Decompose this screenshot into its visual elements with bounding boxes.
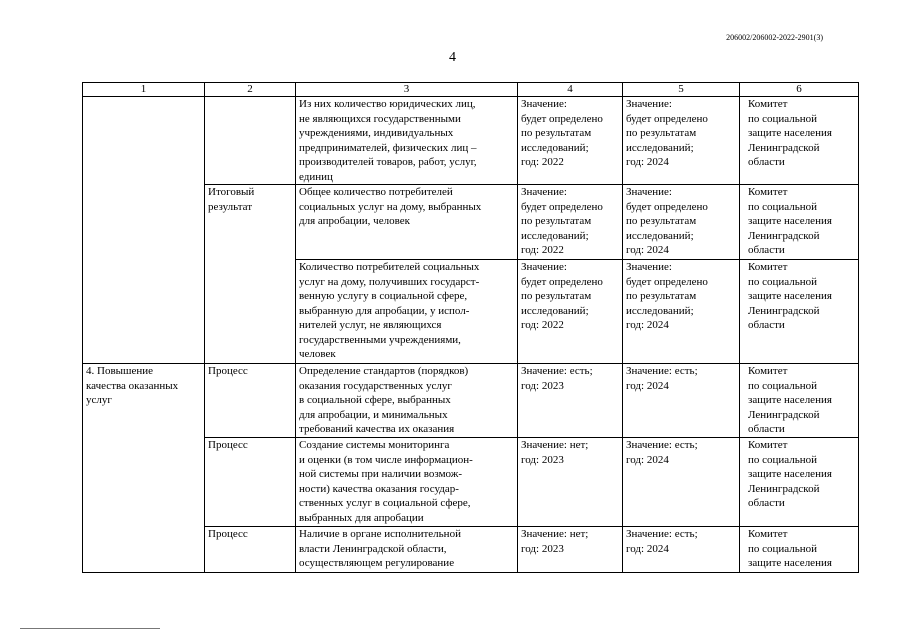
page-number: 4 xyxy=(449,50,456,65)
column-header: 5 xyxy=(623,83,740,97)
value-2022-cell: Значение: будет определено по результатам исследований; год: 2022 xyxy=(518,185,623,260)
value-2022-cell: Значение: будет определено по результатам исследований; год: 2022 xyxy=(518,260,623,364)
indicator-cell: Из них количество юридических лиц, не являющихся государственными учреждениями, индивидуальных предпринимателей, физических лиц – производителей товаров, работ, услуг, единиц xyxy=(296,97,518,185)
document-id: 206002/206002-2022-2901(3) xyxy=(726,33,823,42)
column-header: 4 xyxy=(518,83,623,97)
column-header: 1 xyxy=(83,83,205,97)
indicator-cell: Определение стандартов (порядков) оказания государственных услуг в социальной сфере, выбранных для апробации, и минимальных требований качества их оказания xyxy=(296,364,518,438)
value-2023-cell: Значение: нет; год: 2023 xyxy=(518,527,623,573)
table-header-row xyxy=(83,83,859,97)
task-cell xyxy=(83,97,205,364)
responsible-cell: Комитет по социальной защите населения Ленинградской области xyxy=(740,438,859,527)
results-table xyxy=(82,82,859,573)
responsible-cell: Комитет по социальной защите населения Ленинградской области xyxy=(740,364,859,438)
task-cell: 4. Повышение качества оказанных услуг xyxy=(83,364,205,573)
indicator-cell: Наличие в органе исполнительной власти Ленинградской области, осуществляющем регулирование xyxy=(296,527,518,573)
footnote-divider xyxy=(20,628,160,629)
value-2024-cell: Значение: есть; год: 2024 xyxy=(623,364,740,438)
result-type-cell: Процесс xyxy=(205,364,296,438)
table-row xyxy=(83,364,859,438)
result-type-cell xyxy=(205,97,296,185)
indicator-cell: Количество потребителей социальных услуг на дому, получивших государст- венную услугу в социальной сфере, выбранную для апробации, у испол- нителей услуг, не являющихся государственными учреждениями, человек xyxy=(296,260,518,364)
column-header: 2 xyxy=(205,83,296,97)
table-row xyxy=(83,97,859,185)
indicator-cell: Общее количество потребителей социальных услуг на дому, выбранных для апробации, человек xyxy=(296,185,518,260)
value-2023-cell: Значение: нет; год: 2023 xyxy=(518,438,623,527)
column-header: 3 xyxy=(296,83,518,97)
result-type-cell: Процесс xyxy=(205,527,296,573)
value-2024-cell: Значение: будет определено по результатам исследований; год: 2024 xyxy=(623,97,740,185)
value-2024-cell: Значение: будет определено по результатам исследований; год: 2024 xyxy=(623,185,740,260)
value-2024-cell: Значение: есть; год: 2024 xyxy=(623,527,740,573)
column-header: 6 xyxy=(740,83,859,97)
value-2023-cell: Значение: есть; год: 2023 xyxy=(518,364,623,438)
result-type-cell: Итоговый результат xyxy=(205,185,296,364)
responsible-cell: Комитет по социальной защите населения Ленинградской области xyxy=(740,260,859,364)
value-2024-cell: Значение: есть; год: 2024 xyxy=(623,438,740,527)
value-2024-cell: Значение: будет определено по результатам исследований; год: 2024 xyxy=(623,260,740,364)
responsible-cell: Комитет по социальной защите населения Ленинградской области xyxy=(740,97,859,185)
responsible-cell: Комитет по социальной защите населения xyxy=(740,527,859,573)
value-2022-cell: Значение: будет определено по результатам исследований; год: 2022 xyxy=(518,97,623,185)
result-type-cell: Процесс xyxy=(205,438,296,527)
indicator-cell: Создание системы мониторинга и оценки (в том числе информацион- ной системы при наличии возмож- ности) качества оказания государ- ственных услуг в социальной сфере, выбранных для апробации xyxy=(296,438,518,527)
responsible-cell: Комитет по социальной защите населения Ленинградской области xyxy=(740,185,859,260)
